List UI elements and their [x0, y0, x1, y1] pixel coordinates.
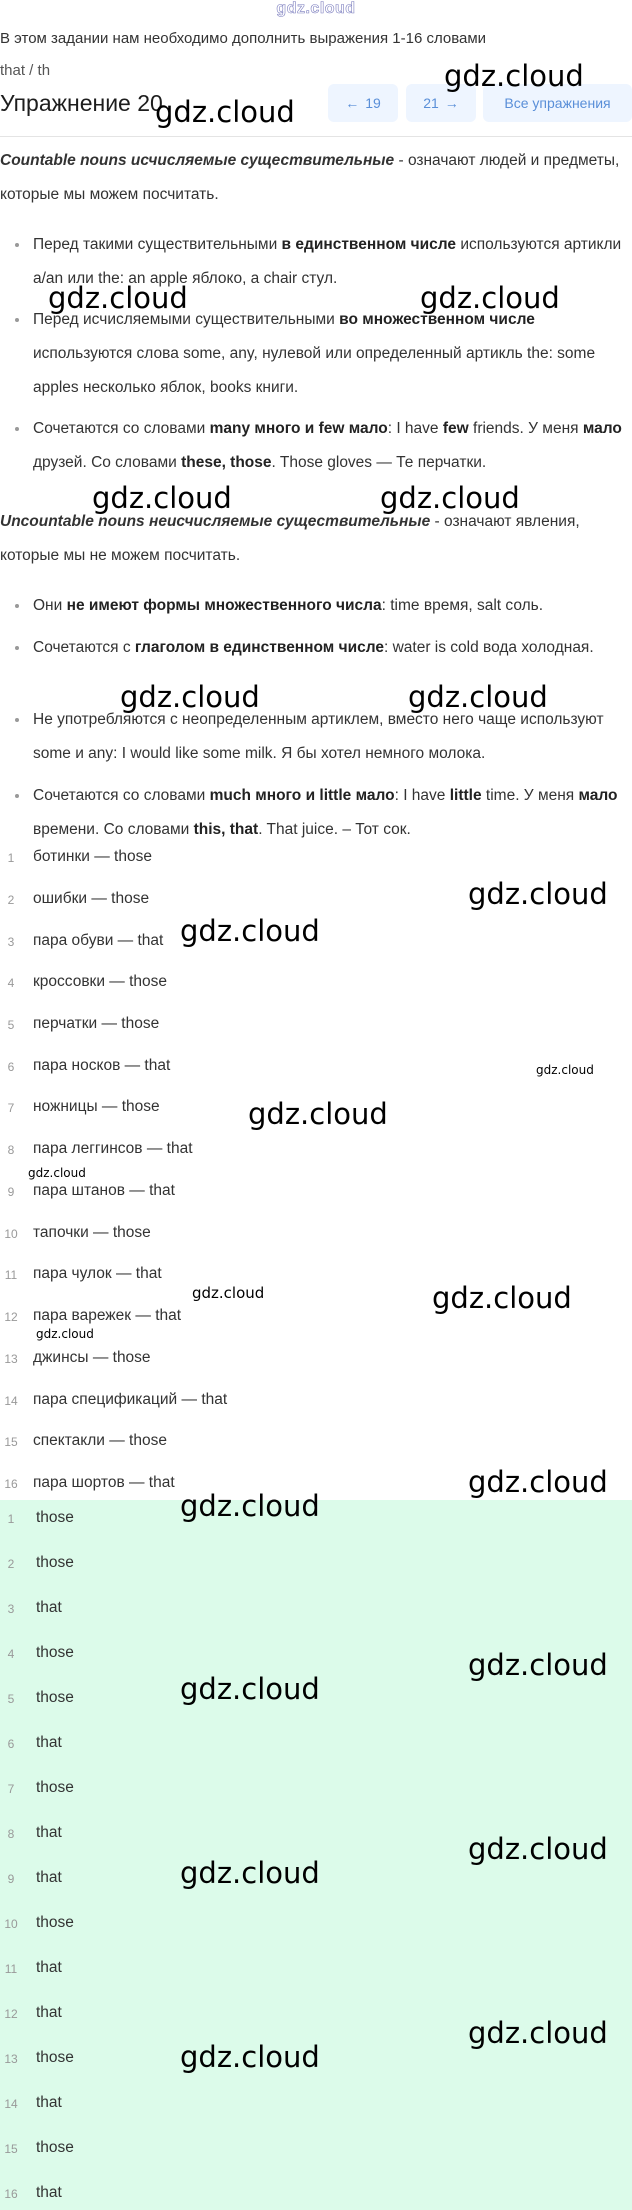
- question-row: 6 пара носков — that: [7, 1057, 171, 1074]
- answer-row: 12 that: [4, 2004, 62, 2021]
- watermark: gdz.cloud: [468, 1465, 608, 1499]
- watermark: gdz.cloud: [28, 1166, 86, 1180]
- question-row: 15 спектакли — those: [4, 1432, 167, 1449]
- answer-row: 7 those: [7, 1779, 74, 1796]
- countable-definition: [0, 144, 628, 212]
- watermark: gdz.cloud: [180, 1672, 320, 1706]
- watermark: gdz.cloud: [248, 1097, 388, 1131]
- question-row: 8 пара леггинсов — that: [7, 1140, 193, 1157]
- prev-exercise-button[interactable]: [328, 84, 398, 122]
- question-row: 1 ботинки — those: [7, 848, 152, 865]
- answer-row: 13 those: [4, 2049, 74, 2066]
- watermark: gdz.cloud: [180, 2040, 320, 2074]
- watermark: gdz.cloud: [92, 481, 232, 515]
- next-exercise-label: 21: [423, 95, 439, 111]
- arrow-right-icon: →: [444, 95, 459, 111]
- answer-row: 8 that: [7, 1824, 62, 1841]
- uncountable-definition: [0, 505, 628, 573]
- intro-text-cut: that / th: [0, 62, 51, 79]
- watermark: gdz.cloud: [380, 481, 520, 515]
- countable-term: Countable nouns исчисляемые существительные: [0, 152, 395, 169]
- watermark: gdz.cloud: [468, 1832, 608, 1866]
- answer-row: 6 that: [7, 1734, 62, 1751]
- watermark: gdz.cloud: [180, 914, 320, 948]
- site-logo[interactable]: gdz.cloud: [276, 0, 356, 17]
- answer-row: 1 those: [7, 1509, 74, 1526]
- answer-row: 14 that: [4, 2094, 62, 2111]
- intro-text: В этом задании нам необходимо дополнить выражения 1-16 словами: [0, 30, 487, 47]
- question-row: 13 джинсы — those: [4, 1349, 151, 1366]
- watermark: gdz.cloud: [468, 1648, 608, 1682]
- watermark: gdz.cloud: [36, 1327, 94, 1341]
- arrow-left-icon: ←: [345, 95, 360, 111]
- uncountable-def: - означают явления, которые мы не можем посчитать.: [0, 513, 580, 564]
- watermark: gdz.cloud: [468, 877, 608, 911]
- watermark: gdz.cloud: [408, 680, 548, 714]
- answer-row: 3 that: [7, 1599, 62, 1616]
- watermark: gdz.cloud: [192, 1284, 265, 1302]
- watermark: gdz.cloud: [180, 1489, 320, 1523]
- question-row: 2 ошибки — those: [7, 890, 150, 907]
- question-row: 3 пара обуви — that: [7, 932, 164, 949]
- prev-exercise-label: 19: [365, 95, 381, 111]
- question-row: 7 ножницы — those: [7, 1098, 160, 1115]
- watermark: gdz.cloud: [48, 281, 188, 315]
- question-row: 4 кроссовки — those: [7, 973, 168, 990]
- question-row: 16 пара шортов — that: [4, 1474, 175, 1491]
- all-exercises-label: Все упражнения: [504, 95, 611, 111]
- watermark: gdz.cloud: [536, 1063, 594, 1077]
- answer-row: 11 that: [4, 1959, 62, 1976]
- countable-def: - означают людей и предметы, которые мы можем посчитать.: [0, 152, 620, 203]
- answer-row: 2 those: [7, 1554, 74, 1571]
- divider: [0, 136, 632, 137]
- question-row: 12 пара варежек — that: [4, 1307, 182, 1324]
- watermark: gdz.cloud: [155, 95, 295, 129]
- watermark: gdz.cloud: [468, 2016, 608, 2050]
- answer-row: 16 that: [4, 2184, 62, 2201]
- answer-row: 4 those: [7, 1644, 74, 1661]
- answer-row: 15 those: [4, 2139, 74, 2156]
- answer-row: 9 that: [7, 1869, 62, 1886]
- question-row: 5 перчатки — those: [7, 1015, 160, 1032]
- watermark: gdz.cloud: [180, 1856, 320, 1890]
- uncountable-term: Uncountable nouns неисчисляемые существительные: [0, 513, 431, 530]
- watermark: gdz.cloud: [444, 59, 584, 93]
- question-row: 14 пара спецификаций — that: [4, 1391, 228, 1408]
- watermark: gdz.cloud: [120, 680, 260, 714]
- exercise-title: Упражнение 20: [0, 90, 163, 116]
- watermark: gdz.cloud: [420, 281, 560, 315]
- question-row: 11 пара чулок — that: [4, 1265, 162, 1282]
- answer-row: 10 those: [4, 1914, 74, 1931]
- watermark: gdz.cloud: [432, 1281, 572, 1315]
- question-row: 10 тапочки — those: [4, 1224, 151, 1241]
- question-row: 9 пара штанов — that: [7, 1182, 175, 1199]
- answer-row: 5 those: [7, 1689, 74, 1706]
